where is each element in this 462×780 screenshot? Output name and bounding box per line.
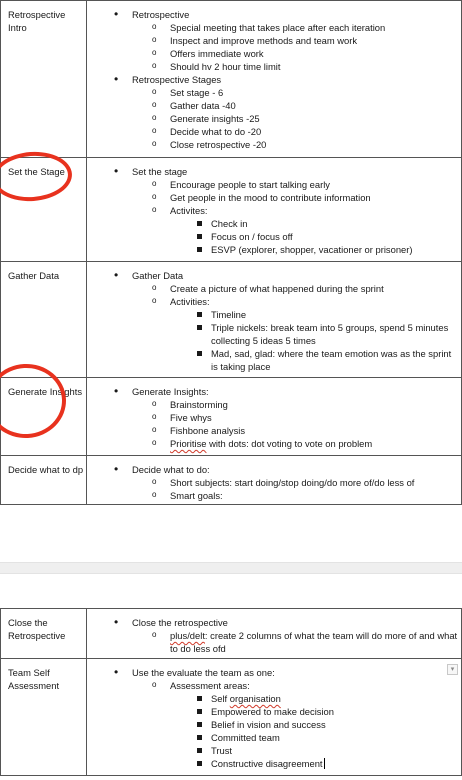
list-item[interactable]: [96, 463, 458, 502]
list-item-text: Close the retrospective: [132, 617, 228, 628]
list-item[interactable]: [96, 385, 458, 450]
list-item[interactable]: [96, 666, 458, 770]
list-item-text: Triple nickels: break team into 5 groups, spend 5 minutes collecting 5 ideas 5 times: [211, 322, 449, 346]
table-column-border: [0, 262, 1, 377]
row-label-cell[interactable]: Decide what to dp: [8, 464, 84, 475]
list-item[interactable]: [96, 616, 458, 655]
list-item[interactable]: [132, 178, 458, 191]
list-item-text: Fishbone analysis: [170, 425, 246, 436]
bullet-list-level-1: [96, 269, 458, 373]
list-item[interactable]: [170, 744, 458, 757]
page-gap: [0, 505, 462, 608]
list-item-text: Belief in vision and success: [211, 719, 326, 730]
row-content-cell[interactable]: [96, 269, 458, 373]
list-item[interactable]: [132, 112, 458, 125]
list-item[interactable]: [132, 295, 458, 373]
table-row: [0, 658, 462, 776]
bullet-list-level-2: [132, 282, 458, 373]
list-item-text: Focus on / focus off: [211, 231, 293, 242]
table-row: [0, 0, 462, 157]
list-item-text: Constructive disagreement: [211, 758, 323, 769]
table-column-border: [86, 659, 87, 775]
list-item-text: Encourage people to start talking early: [170, 179, 330, 190]
table-column-border: [86, 609, 87, 658]
list-item-text: Empowered to make decision: [211, 706, 334, 717]
list-item-text: Gather Data: [132, 270, 184, 281]
list-item[interactable]: [170, 230, 458, 243]
list-item[interactable]: [170, 731, 458, 744]
table-column-border: [86, 456, 87, 504]
row-content-cell[interactable]: [96, 616, 458, 655]
bullet-list-level-1: [96, 8, 458, 151]
list-item[interactable]: [170, 347, 458, 373]
list-item-text: Offers immediate work: [170, 48, 264, 59]
list-item[interactable]: [170, 308, 458, 321]
list-item-text: ESVP (explorer, shopper, vacationer or prisoner): [211, 244, 413, 255]
list-item[interactable]: [170, 321, 458, 347]
table-column-border: [86, 262, 87, 377]
list-item-text: Five whys: [170, 412, 212, 423]
row-content-cell[interactable]: [96, 666, 458, 770]
list-item[interactable]: [132, 138, 458, 151]
list-item-text: Brainstorming: [170, 399, 228, 410]
list-item[interactable]: [132, 125, 458, 138]
list-item[interactable]: [132, 34, 458, 47]
list-item[interactable]: [132, 99, 458, 112]
list-item-text: Committed team: [211, 732, 280, 743]
table-row: [0, 261, 462, 377]
list-item-text: Use the evaluate the team as one:: [132, 667, 275, 678]
list-item-text: Close retrospective -20: [170, 139, 267, 150]
bullet-list-level-3: [170, 692, 458, 770]
bullet-list-level-2: [132, 398, 458, 450]
list-item[interactable]: [170, 705, 458, 718]
table-column-border: [0, 659, 1, 775]
list-item[interactable]: [132, 489, 458, 502]
list-item-text: Decide what to do -20: [170, 126, 262, 137]
bullet-list-level-1: [96, 616, 458, 655]
list-item[interactable]: [170, 757, 458, 770]
row-content-cell[interactable]: [96, 8, 458, 151]
bullet-list-level-2: [132, 178, 458, 256]
bullet-list-level-3: [170, 217, 458, 256]
list-item-text: Get people in the mood to contribute information: [170, 192, 371, 203]
list-item-text: Self organisation: [211, 693, 281, 704]
list-item-text: Short subjects: start doing/stop doing/do more of/do less of: [170, 477, 415, 488]
list-item-text: Decide what to do:: [132, 464, 210, 475]
list-item-text: Assessment areas:: [170, 680, 250, 691]
dropdown-toggle-icon[interactable]: ▾: [447, 664, 458, 675]
list-item-text: Timeline: [211, 309, 247, 320]
list-item[interactable]: [132, 191, 458, 204]
table-row: [0, 377, 462, 455]
row-label-cell[interactable]: Generate Insights: [8, 386, 83, 397]
list-item[interactable]: [132, 629, 458, 655]
list-item-text: Generate insights -25: [170, 113, 260, 124]
bullet-list-level-1: [96, 165, 458, 256]
list-item-text: Retrospective: [132, 9, 190, 20]
table-column-border: [86, 158, 87, 261]
list-item[interactable]: [132, 679, 458, 770]
row-label-cell[interactable]: Set the Stage: [8, 166, 65, 177]
list-item-text: Activites:: [170, 205, 208, 216]
list-item-text: Prioritise with dots: dot voting to vote on problem: [170, 438, 373, 449]
list-item-text: Activities:: [170, 296, 210, 307]
list-item[interactable]: [132, 476, 458, 489]
bullet-list-level-2: [132, 86, 458, 151]
bullet-list-level-3: [170, 308, 458, 373]
bullet-list-level-1: [96, 463, 458, 502]
list-item-text: Check in: [211, 218, 248, 229]
list-item-text: Inspect and improve methods and team work: [170, 35, 358, 46]
list-item-text: Trust: [211, 745, 233, 756]
page-break-separator: [0, 562, 462, 574]
list-item[interactable]: [170, 243, 458, 256]
list-item-text: Set the stage: [132, 166, 188, 177]
list-item[interactable]: [132, 411, 458, 424]
list-item-text: Create a picture of what happened during the sprint: [170, 283, 384, 294]
list-item[interactable]: [170, 692, 458, 705]
list-item-text: Generate Insights:: [132, 386, 209, 397]
table-column-border: [0, 1, 1, 157]
table-column-border: [0, 609, 1, 658]
list-item-text: Mad, sad, glad: where the team emotion was as the sprint is taking place: [211, 348, 452, 372]
list-item[interactable]: [132, 398, 458, 411]
bullet-list-level-1: [96, 666, 458, 770]
list-item[interactable]: [132, 204, 458, 256]
table-column-border: [86, 378, 87, 455]
row-content-cell[interactable]: [96, 385, 458, 450]
list-item[interactable]: [96, 269, 458, 373]
list-item-text: Retrospective Stages: [132, 74, 222, 85]
list-item[interactable]: [96, 8, 458, 73]
bullet-list-level-1: [96, 385, 458, 450]
row-content-cell[interactable]: [96, 463, 458, 502]
list-item[interactable]: [170, 718, 458, 731]
list-item-text: Special meeting that takes place after each iteration: [170, 22, 386, 33]
row-label-cell[interactable]: Gather Data: [8, 270, 60, 281]
list-item[interactable]: [132, 424, 458, 437]
list-item[interactable]: [132, 282, 458, 295]
table-row: [0, 608, 462, 658]
list-item[interactable]: [132, 437, 458, 450]
list-item[interactable]: [170, 217, 458, 230]
bullet-list-level-2: [132, 21, 458, 73]
text-cursor: [324, 758, 325, 769]
bullet-list-level-2: [132, 679, 458, 770]
list-item[interactable]: [96, 73, 458, 151]
list-item-text: Smart goals:: [170, 490, 223, 501]
table-column-border: [86, 1, 87, 157]
row-label-cell[interactable]: Retrospective Intro: [8, 9, 66, 33]
bullet-list-level-2: [132, 476, 458, 502]
list-item[interactable]: [96, 165, 458, 256]
list-item[interactable]: [132, 86, 458, 99]
list-item[interactable]: [132, 47, 458, 60]
notes-table-page-2: [0, 608, 462, 780]
row-content-cell[interactable]: [96, 165, 458, 256]
list-item-text: Set stage - 6: [170, 87, 224, 98]
list-item-text: plus/delt: create 2 columns of what the team will do more of and what to do less ofd: [170, 630, 458, 654]
row-label-cell[interactable]: Close the Retrospective: [8, 617, 66, 641]
table-row: [0, 455, 462, 505]
list-item-text: Should hv 2 hour time limit: [170, 61, 281, 72]
list-item[interactable]: [132, 21, 458, 34]
list-item[interactable]: [132, 60, 458, 73]
bullet-list-level-2: [132, 629, 458, 655]
list-item-text: Gather data -40: [170, 100, 236, 111]
row-label-cell[interactable]: Team Self Assessment: [8, 667, 60, 691]
table-column-border: [0, 456, 1, 504]
